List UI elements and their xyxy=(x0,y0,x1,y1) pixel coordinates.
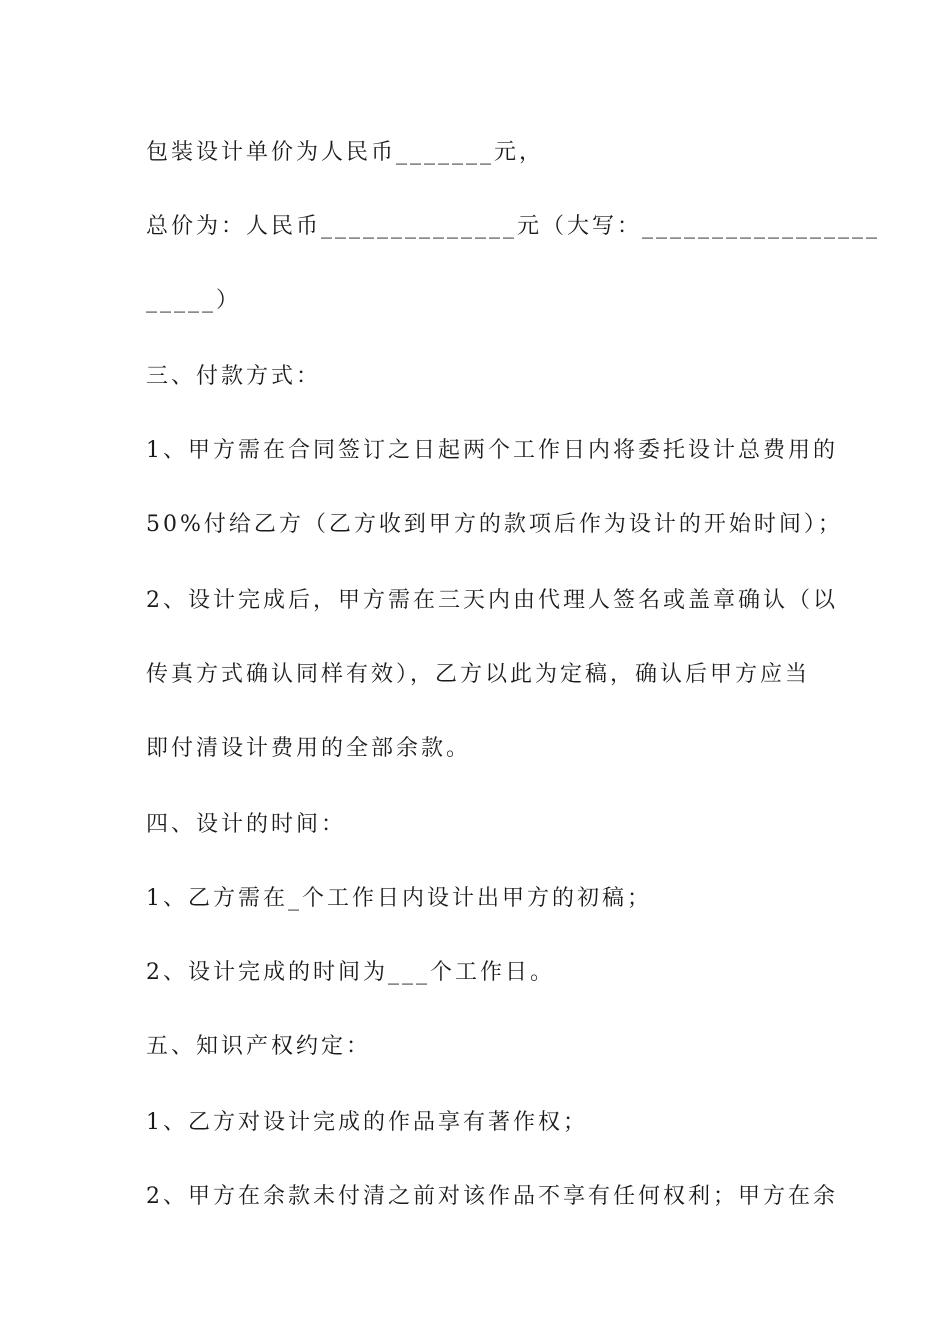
ip-clause-1: 1、乙方对设计完成的作品享有著作权； xyxy=(146,1110,588,1135)
payment-clause-2-continued: 传真方式确认同样有效），乙方以此为定稿，确认后甲方应当 xyxy=(146,662,811,687)
section-heading-payment: 三、付款方式： xyxy=(146,364,322,389)
total-price-continuation-line: _____） xyxy=(146,288,242,313)
section-heading-schedule: 四、设计的时间： xyxy=(146,812,347,837)
total-price-line: 总价为：人民币______________元（大写：_________________ xyxy=(146,214,881,239)
payment-clause-2-end: 即付清设计费用的全部余款。 xyxy=(146,736,472,761)
schedule-clause-1: 1、乙方需在_个工作日内设计出甲方的初稿； xyxy=(146,886,652,911)
payment-clause-1-continued: 50%付给乙方（乙方收到甲方的款项后作为设计的开始时间）； xyxy=(146,512,843,537)
payment-clause-2: 2、设计完成后，甲方需在三天内由代理人签名或盖章确认（以 xyxy=(146,588,838,613)
unit-price-line: 包装设计单价为人民币_______元， xyxy=(146,140,545,165)
schedule-clause-2: 2、设计完成的时间为___个工作日。 xyxy=(146,960,555,985)
section-heading-ip: 五、知识产权约定： xyxy=(146,1034,372,1059)
ip-clause-2: 2、甲方在余款未付清之前对该作品不享有任何权利；甲方在余 xyxy=(146,1184,838,1209)
payment-clause-1: 1、甲方需在合同签订之日起两个工作日内将委托设计总费用的 xyxy=(146,438,838,463)
